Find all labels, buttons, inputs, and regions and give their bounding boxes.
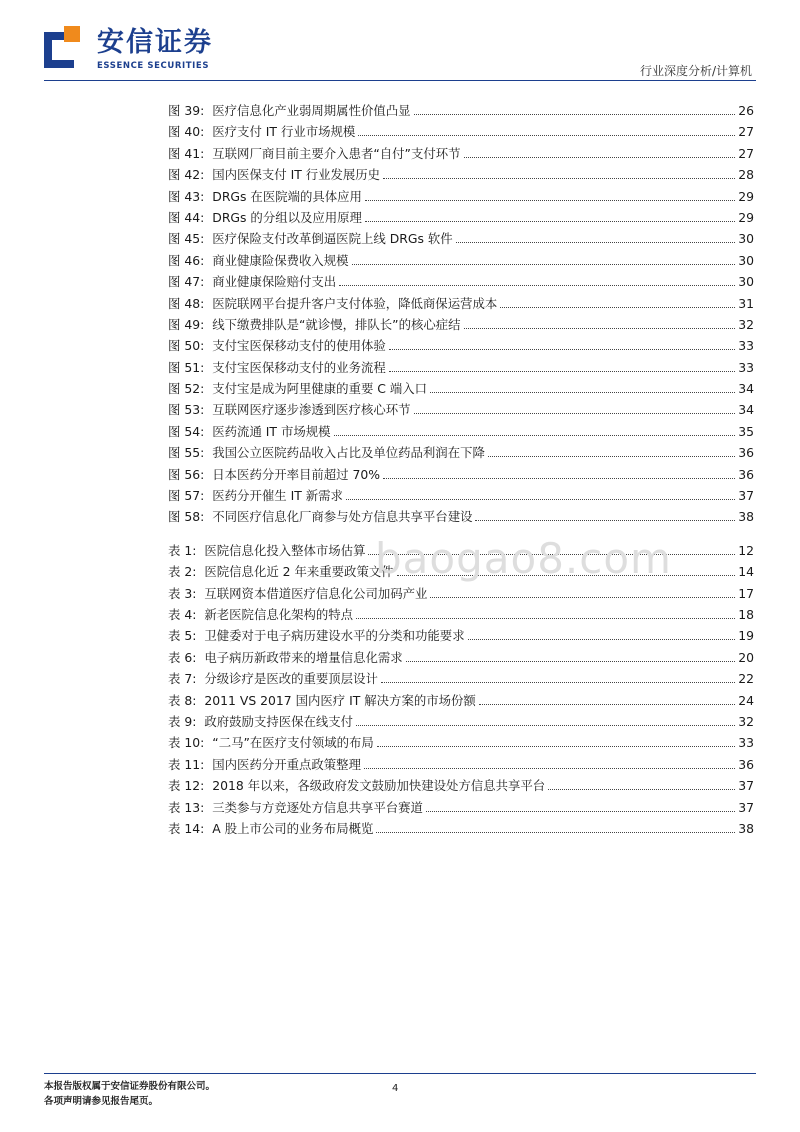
entry-page: 32 xyxy=(738,316,754,332)
toc-entry[interactable] xyxy=(168,208,754,229)
entry-title: 政府鼓励支持医保在线支付 xyxy=(204,713,354,729)
entry-title: 三类参与方竞逐处方信息共享平台赛道 xyxy=(212,799,423,815)
entry-title: 医疗保险支付改革倒逼医院上线 DRGs 软件 xyxy=(212,231,453,247)
toc-entry[interactable] xyxy=(168,122,754,143)
entry-label: 表 3: xyxy=(168,585,197,601)
entry-title: 卫健委对于电子病历建设水平的分类和功能要求 xyxy=(204,628,465,644)
entry-label: 图 55: xyxy=(168,445,205,461)
entry-label: 表 5: xyxy=(168,628,197,644)
footer-disclaimer xyxy=(44,1079,215,1109)
dot-leader xyxy=(339,284,735,286)
entry-label: 图 49: xyxy=(168,316,205,332)
dot-leader xyxy=(383,477,735,479)
entry-page: 27 xyxy=(738,145,754,161)
entry-label: 图 45: xyxy=(168,231,205,247)
toc-entry[interactable] xyxy=(168,798,754,819)
entry-label: 表 10: xyxy=(168,735,205,751)
entry-title: 医疗信息化产业弱周期属性价值凸显 xyxy=(212,103,411,118)
toc-entry[interactable] xyxy=(168,187,754,208)
entry-page: 12 xyxy=(738,542,754,558)
dot-leader xyxy=(414,113,736,115)
toc-entry[interactable] xyxy=(168,443,754,464)
disclaimer-notice: 各项声明请参见报告尾页。 xyxy=(44,1096,159,1107)
entry-label: 表 2: xyxy=(168,564,197,580)
dot-leader xyxy=(356,724,735,726)
entry-page: 30 xyxy=(738,231,754,247)
dot-leader xyxy=(414,412,736,414)
entry-label: 图 50: xyxy=(168,338,205,354)
dot-leader xyxy=(365,199,735,201)
entry-page: 29 xyxy=(738,209,754,225)
dot-leader xyxy=(500,306,735,308)
dot-leader xyxy=(376,831,735,833)
dot-leader xyxy=(381,681,735,683)
dot-leader xyxy=(356,617,735,619)
entry-label: 表 4: xyxy=(168,606,197,622)
entry-title: 国内医药分开重点政策整理 xyxy=(212,756,361,772)
dot-leader xyxy=(464,327,736,329)
entry-label: 表 14: xyxy=(168,820,205,836)
entry-title: 电子病历新政带来的增量信息化需求 xyxy=(204,649,403,665)
entry-page: 17 xyxy=(738,585,754,601)
dot-leader xyxy=(468,638,736,640)
dot-leader xyxy=(352,263,736,265)
entry-title: 医药分开催生 IT 新需求 xyxy=(212,488,343,504)
toc-entry[interactable] xyxy=(168,669,754,690)
toc-entry[interactable] xyxy=(168,358,754,379)
dot-leader xyxy=(383,177,735,179)
entry-page: 19 xyxy=(738,628,754,644)
entry-label: 表 7: xyxy=(168,671,197,687)
entry-label: 表 11: xyxy=(168,756,205,772)
dot-leader xyxy=(426,810,735,812)
entry-title: 医院信息化近 2 年来重要政策文件 xyxy=(204,564,394,580)
page-number: 4 xyxy=(392,1083,399,1094)
dot-leader xyxy=(406,660,736,662)
brand-name-en: ESSENCE SECURITIES xyxy=(97,61,210,71)
entry-label: 图 57: xyxy=(168,488,205,504)
entry-page: 14 xyxy=(738,564,754,580)
toc-entry[interactable] xyxy=(168,400,754,421)
entry-title: DRGs 的分组以及应用原理 xyxy=(212,209,362,225)
essence-logo-icon xyxy=(44,26,86,68)
entry-label: 图 47: xyxy=(168,274,205,290)
toc-entry[interactable] xyxy=(168,648,754,669)
entry-title: 新老医院信息化架构的特点 xyxy=(204,606,354,622)
toc-entry[interactable] xyxy=(168,165,754,186)
entry-page: 20 xyxy=(738,649,754,665)
entry-title: 日本医药分开率目前超过 70% xyxy=(212,466,381,482)
entry-title: 医院信息化投入整体市场估算 xyxy=(204,542,366,558)
entry-label: 图 51: xyxy=(168,359,205,375)
table-list xyxy=(168,541,754,840)
entry-title: 国内医保支付 IT 行业发展历史 xyxy=(212,167,381,183)
entry-title: A 股上市公司的业务布局概览 xyxy=(212,820,374,836)
entry-page: 24 xyxy=(738,692,754,708)
entry-label: 图 58: xyxy=(168,509,205,525)
entry-label: 表 8: xyxy=(168,692,197,708)
entry-title: “二马”在医疗支付领域的布局 xyxy=(212,735,374,751)
entry-title: DRGs 在医院端的具体应用 xyxy=(212,188,362,204)
toc-entry[interactable] xyxy=(168,626,754,647)
dot-leader xyxy=(364,767,735,769)
entry-page: 31 xyxy=(738,295,754,311)
toc-entry[interactable] xyxy=(168,272,754,293)
entry-label: 图 43: xyxy=(168,188,205,204)
footer-divider xyxy=(44,1073,756,1074)
entry-page: 33 xyxy=(738,735,754,751)
entry-page: 37 xyxy=(738,778,754,794)
entry-page: 29 xyxy=(738,188,754,204)
dot-leader xyxy=(334,434,736,436)
toc-entry[interactable] xyxy=(168,294,754,315)
entry-title: 支付宝医保移动支付的使用体验 xyxy=(212,338,386,354)
entry-title: 支付宝是成为阿里健康的重要 C 端入口 xyxy=(212,381,428,397)
toc-entry[interactable] xyxy=(168,819,754,840)
toc-entry[interactable] xyxy=(168,691,754,712)
entry-title: 2011 VS 2017 国内医疗 IT 解决方案的市场份额 xyxy=(204,692,476,708)
entry-page: 34 xyxy=(738,381,754,397)
watermark: baogao8.com xyxy=(375,534,672,583)
entry-page: 36 xyxy=(738,756,754,772)
toc-entry[interactable] xyxy=(168,733,754,754)
entry-page: 37 xyxy=(738,799,754,815)
entry-page: 38 xyxy=(738,509,754,525)
toc-entry[interactable] xyxy=(168,251,754,272)
dot-leader xyxy=(365,220,735,222)
toc-entry[interactable] xyxy=(168,465,754,486)
entry-page: 36 xyxy=(738,466,754,482)
toc-entry[interactable] xyxy=(168,144,754,165)
dot-leader xyxy=(475,519,735,521)
dot-leader xyxy=(464,156,736,158)
entry-title: 不同医疗信息化厂商参与处方信息共享平台建设 xyxy=(212,509,473,525)
toc-entry[interactable] xyxy=(168,315,754,336)
entry-page: 32 xyxy=(738,713,754,729)
toc-entry[interactable] xyxy=(168,229,754,250)
entry-page: 37 xyxy=(738,488,754,504)
entry-title: 医疗支付 IT 行业市场规模 xyxy=(212,124,356,140)
entry-label: 表 9: xyxy=(168,713,197,729)
toc-entry[interactable] xyxy=(168,422,754,443)
entry-title: 商业健康保险赔付支出 xyxy=(212,274,337,290)
toc-entry[interactable] xyxy=(168,712,754,733)
dot-leader xyxy=(389,370,735,372)
entry-page: 35 xyxy=(738,423,754,439)
entry-page: 22 xyxy=(738,671,754,687)
page-header xyxy=(0,0,800,84)
dot-leader xyxy=(479,703,735,705)
entry-label: 图 46: xyxy=(168,252,205,268)
copyright-notice: 本报告版权属于安信证券股份有限公司。 xyxy=(44,1081,216,1092)
entry-title: 互联网医疗逐步渗透到医疗核心环节 xyxy=(212,402,411,418)
entry-title: 支付宝医保移动支付的业务流程 xyxy=(212,359,386,375)
entry-label: 图 42: xyxy=(168,167,205,183)
entry-title: 商业健康险保费收入规模 xyxy=(212,252,349,268)
entry-page: 38 xyxy=(738,820,754,836)
entry-page: 30 xyxy=(738,274,754,290)
entry-label: 图 52: xyxy=(168,381,205,397)
entry-page: 36 xyxy=(738,445,754,461)
entry-page: 34 xyxy=(738,402,754,418)
entry-label: 图 39: xyxy=(168,103,205,118)
report-category: 行业深度分析/计算机 xyxy=(639,64,752,78)
entry-title: 互联网资本借道医疗信息化公司加码产业 xyxy=(204,585,428,601)
toc-entry[interactable] xyxy=(168,584,754,605)
entry-label: 表 12: xyxy=(168,778,205,794)
entry-page: 18 xyxy=(738,606,754,622)
entry-label: 图 54: xyxy=(168,423,205,439)
toc-entry[interactable] xyxy=(168,336,754,357)
entry-page: 27 xyxy=(738,124,754,140)
entry-title: 线下缴费排队是“就诊慢，排队长”的核心症结 xyxy=(212,316,461,332)
dot-leader xyxy=(389,348,735,350)
entry-label: 图 56: xyxy=(168,466,205,482)
entry-label: 图 48: xyxy=(168,295,205,311)
entry-label: 图 40: xyxy=(168,124,205,140)
header-divider xyxy=(44,80,756,81)
dot-leader xyxy=(430,596,735,598)
toc-entry[interactable] xyxy=(168,755,754,776)
entry-title: 我国公立医院药品收入占比及单位药品利润在下降 xyxy=(212,445,485,461)
dot-leader xyxy=(346,498,735,500)
dot-leader xyxy=(377,745,735,747)
table-of-contents xyxy=(168,101,754,840)
entry-label: 表 1: xyxy=(168,542,197,558)
entry-title: 分级诊疗是医改的重要顶层设计 xyxy=(204,671,378,687)
brand-name-cn: 安信证券 xyxy=(97,27,213,58)
toc-entry[interactable] xyxy=(168,101,754,122)
toc-entry[interactable] xyxy=(168,776,754,797)
dot-leader xyxy=(488,455,735,457)
entry-title: 互联网厂商目前主要介入患者“自付”支付环节 xyxy=(212,145,461,161)
entry-title: 2018 年以来，各级政府发文鼓励加快建设处方信息共享平台 xyxy=(212,778,546,794)
entry-title: 医药流通 IT 市场规模 xyxy=(212,423,331,439)
entry-label: 图 41: xyxy=(168,145,205,161)
toc-entry[interactable] xyxy=(168,379,754,400)
dot-leader xyxy=(456,241,736,243)
toc-entry[interactable] xyxy=(168,486,754,507)
toc-entry[interactable] xyxy=(168,605,754,626)
entry-label: 图 53: xyxy=(168,402,205,418)
entry-page: 30 xyxy=(738,252,754,268)
entry-page: 28 xyxy=(738,167,754,183)
entry-title: 医院联网平台提升客户支付体验，降低商保运营成本 xyxy=(212,295,498,311)
figure-list xyxy=(168,101,754,529)
entry-page: 33 xyxy=(738,359,754,375)
toc-entry[interactable] xyxy=(168,507,754,528)
dot-leader xyxy=(548,788,735,790)
dot-leader xyxy=(430,391,735,393)
entry-page: 33 xyxy=(738,338,754,354)
entry-label: 图 44: xyxy=(168,209,205,225)
entry-label: 表 6: xyxy=(168,649,197,665)
dot-leader xyxy=(358,134,735,136)
entry-label: 表 13: xyxy=(168,799,205,815)
entry-page: 26 xyxy=(738,103,754,118)
